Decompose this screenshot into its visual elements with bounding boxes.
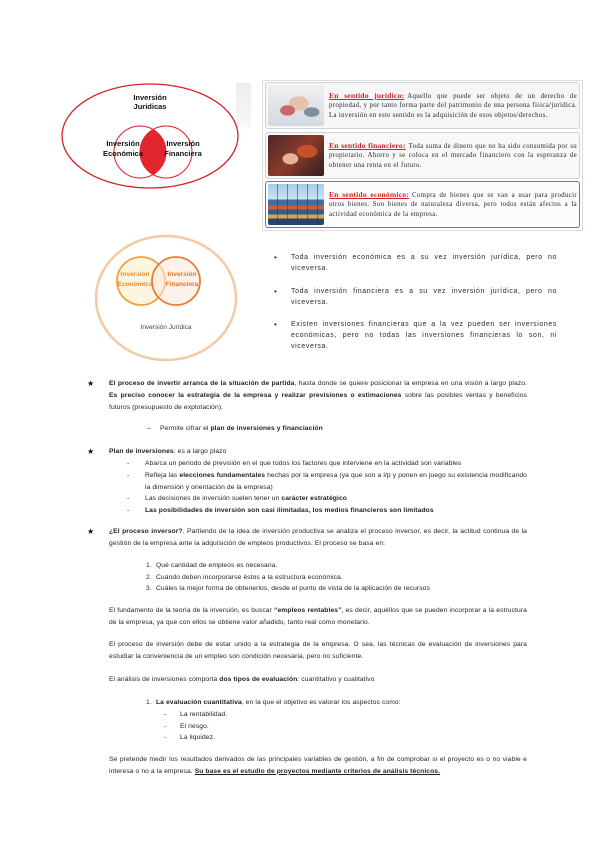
bullet-marker: •: [274, 286, 278, 296]
step-number: 2.: [146, 573, 152, 581]
aspect-text: La rentabilidad.: [180, 711, 228, 718]
text-segment: , es decir, aquéllos que se pueden incorporar a la estructura de la empresa, ya que con ellos se obtiene valor añadido, tanto real como monetario.: [109, 607, 527, 626]
outer-label: Inversión Jurídica: [140, 324, 192, 331]
definition-legal: [265, 82, 580, 129]
definition-body: Aquello que puede ser objeto de un derecho de propiedad, y por tanto forma parte del patrimonio de una persona física/jurídica. La inversión en este sentido es la adquisición de esos objetos/derechos.: [329, 92, 577, 119]
star-marker: ★: [87, 527, 95, 536]
bullet-marker: •: [274, 253, 278, 262]
strategy-paragraph: El proceso de inversión debe de estar unido a la estrategia de la empresa. O sea, las técnicas de evaluación de inversiones para estudiar la conveniencia de un empleo son condición necesaria, pero no suficiente.: [109, 641, 527, 660]
bullet-marker: •: [274, 320, 278, 329]
hands-money-photo: [268, 85, 324, 126]
star-marker: ★: [87, 379, 95, 388]
definition-body: Compra de bienes que se van a usar para producir otros bienes. Son bienes de naturaleza diversa, pero todos están afectos a la actividad económica de la empresa.: [329, 191, 578, 218]
text-segment: Plan de inversiones: [109, 448, 174, 455]
list-item: [146, 572, 527, 584]
text-segment: Las decisiones de inversión suelen tener un: [145, 495, 282, 503]
investment-definitions-figure: [262, 80, 583, 231]
hyphen-marker: -: [127, 471, 130, 479]
list-item: [127, 470, 527, 494]
list-item: [274, 319, 557, 352]
definition-text: [329, 133, 577, 178]
aspect-text: El riesgo.: [180, 722, 209, 730]
list-item: [146, 560, 527, 572]
right-label-line1: Inversión: [167, 271, 197, 278]
list-item: [164, 709, 364, 721]
left-label-line1: Inversión: [106, 139, 140, 148]
text-segment: Refleja las: [145, 471, 180, 479]
hyphen-marker: -: [127, 507, 130, 515]
definition-financial: [265, 132, 580, 179]
star-marker: ★: [87, 447, 95, 456]
step-text: Cuándo deben incorporarse éstos a la estructura económica.: [156, 573, 343, 581]
relations-list: [274, 252, 557, 364]
definition-economic: [265, 181, 580, 228]
quantitative-evaluation: [156, 697, 527, 709]
conclusion-paragraph: [109, 754, 527, 778]
investment-types-venn-diagram: [90, 228, 245, 368]
text-segment: El análisis de inversiones comporta: [109, 676, 220, 683]
foundation-paragraph: [109, 605, 527, 629]
step-text: Cuáles la mejor forma de obtenerlos, desde el punto de vista de la aplicación de recursos: [156, 585, 430, 593]
definition-body: Toda suma de dinero que no ha sido consumida por su propietario. Ahorro y se coloca en el mercado financiero con la esperanza de obtener una renta en el futuro.: [329, 142, 577, 169]
definition-heading: En sentido económico:: [329, 189, 410, 199]
text-segment: . Partiendo de la idea de inversión productiva se analiza el proceso inversor, es decir, la actitud continua de la gestión de la empresa ante la adquisición de empleos productivos. El proceso se basa en:: [109, 528, 528, 547]
right-label-line2: Financiera: [165, 281, 199, 288]
aspect-text: La liquidez.: [180, 734, 216, 742]
step-number: 1.: [146, 699, 152, 706]
step-number: 3.: [146, 585, 152, 593]
legal-investment-venn-diagram: [55, 78, 250, 196]
text-segment: : cuantitativo y cualitativo: [297, 676, 375, 683]
process-steps-list: [146, 560, 527, 595]
left-label-line2: Económica: [117, 281, 153, 288]
investor-process-paragraph: [109, 526, 527, 550]
process-note: [160, 423, 527, 435]
list-item: [164, 732, 364, 744]
text-segment: “empleos rentables”: [274, 607, 342, 614]
hyphen-marker: -: [164, 711, 167, 718]
hyphen-marker: -: [127, 495, 130, 503]
text-segment: elecciones fundamentales: [179, 471, 266, 479]
text-segment: , hasta donde se quiere posicionar la empresa en una visión a largo plazo.: [294, 380, 527, 387]
list-item: [127, 458, 527, 470]
list-item: [127, 493, 527, 505]
text-segment: ¿El proceso inversor?: [109, 528, 183, 535]
plan-items-list: [127, 458, 527, 517]
text-segment: El proceso de invertir arranca de la situación de partida: [109, 380, 295, 387]
text-segment: : es a largo plazo: [173, 448, 227, 455]
right-label-line1: Inversión: [166, 139, 200, 148]
text-segment: dos tipos de evaluación: [219, 676, 298, 683]
hyphen-marker: -: [164, 722, 167, 730]
plan-heading: [109, 446, 527, 458]
list-item: [146, 583, 527, 595]
definition-text: [329, 83, 577, 128]
text-segment: Permite cifrar el: [160, 425, 211, 432]
text-segment: Se pretende medir los resultados derivados de las principales variables de gestión, a fin de comprobar si el proyecto es o no viable e interesa o no a la empresa.: [109, 756, 527, 775]
outer-label-line1: Inversión: [133, 93, 167, 102]
relation-text: Toda inversión económica es a su vez inversión jurídica, pero no viceversa.: [291, 254, 557, 272]
outer-label-line2: Jurídicas: [133, 102, 167, 111]
text-segment: , en la que el objetivo es valorar los aspectos como:: [241, 699, 401, 706]
left-label-line1: Inversión: [120, 271, 150, 278]
hyphen-marker: -: [164, 734, 167, 742]
hyphen-marker: -: [127, 460, 130, 467]
right-label-line2: Financiera: [164, 149, 202, 158]
step-number: 1.: [146, 562, 152, 569]
text-segment: carácter estratégico: [281, 495, 347, 503]
list-item: [274, 286, 557, 308]
analysis-paragraph: [109, 674, 527, 686]
text-segment: plan de inversiones y financiación: [210, 425, 323, 432]
relation-text: Toda inversión financiera es a su vez inversión jurídica, pero no viceversa.: [291, 287, 557, 306]
text-segment: hechas por la empresa (ya que son a l/p y ponen en juego su existencia modificando la dimensión y orientación de la empresa): [145, 471, 527, 491]
finance-photo: [268, 135, 324, 176]
text-segment: El fundamento de la teoría de la inversión, es buscar: [109, 607, 275, 614]
dash-marker: –: [147, 425, 151, 432]
text-segment: Su base es el estudio de proyectos mediante criterios de análisis técnicos.: [194, 767, 441, 775]
step-text: Qué cantidad de empleos es necesaria.: [156, 562, 278, 569]
text-segment: Es preciso conocer la estrategia de la empresa y realizar previsiones o estimaciones: [109, 391, 402, 399]
text-segment: Las posibilidades de inversión son casi ilimitadas, los medios financieros son limitados: [145, 507, 434, 515]
text-segment: La evaluación cuantitativa: [156, 699, 242, 706]
text-segment: sobre las posibles ventas y beneficios futuros (presupuesto de explotación).: [109, 391, 527, 411]
text-segment: Abarca un periodo de previsión en el que todos los factores que interviene en la actividad son variables: [145, 460, 462, 467]
definition-heading: En sentido financiero:: [329, 140, 406, 150]
relation-text: Existen inversiones financieras que a la vez pueden ser inversiones económicas, pero no todas las inversiones financieras lo son, ni viceversa.: [291, 321, 557, 350]
process-intro-paragraph: [109, 378, 527, 413]
aspects-list: [164, 709, 364, 744]
definition-text: [329, 182, 577, 227]
left-label-line2: Económica: [102, 149, 144, 158]
port-containers-photo: [268, 184, 324, 225]
list-item: [274, 252, 557, 274]
definition-heading: En sentido jurídico:: [329, 90, 405, 100]
list-item: [127, 505, 527, 517]
list-item: [164, 721, 364, 733]
